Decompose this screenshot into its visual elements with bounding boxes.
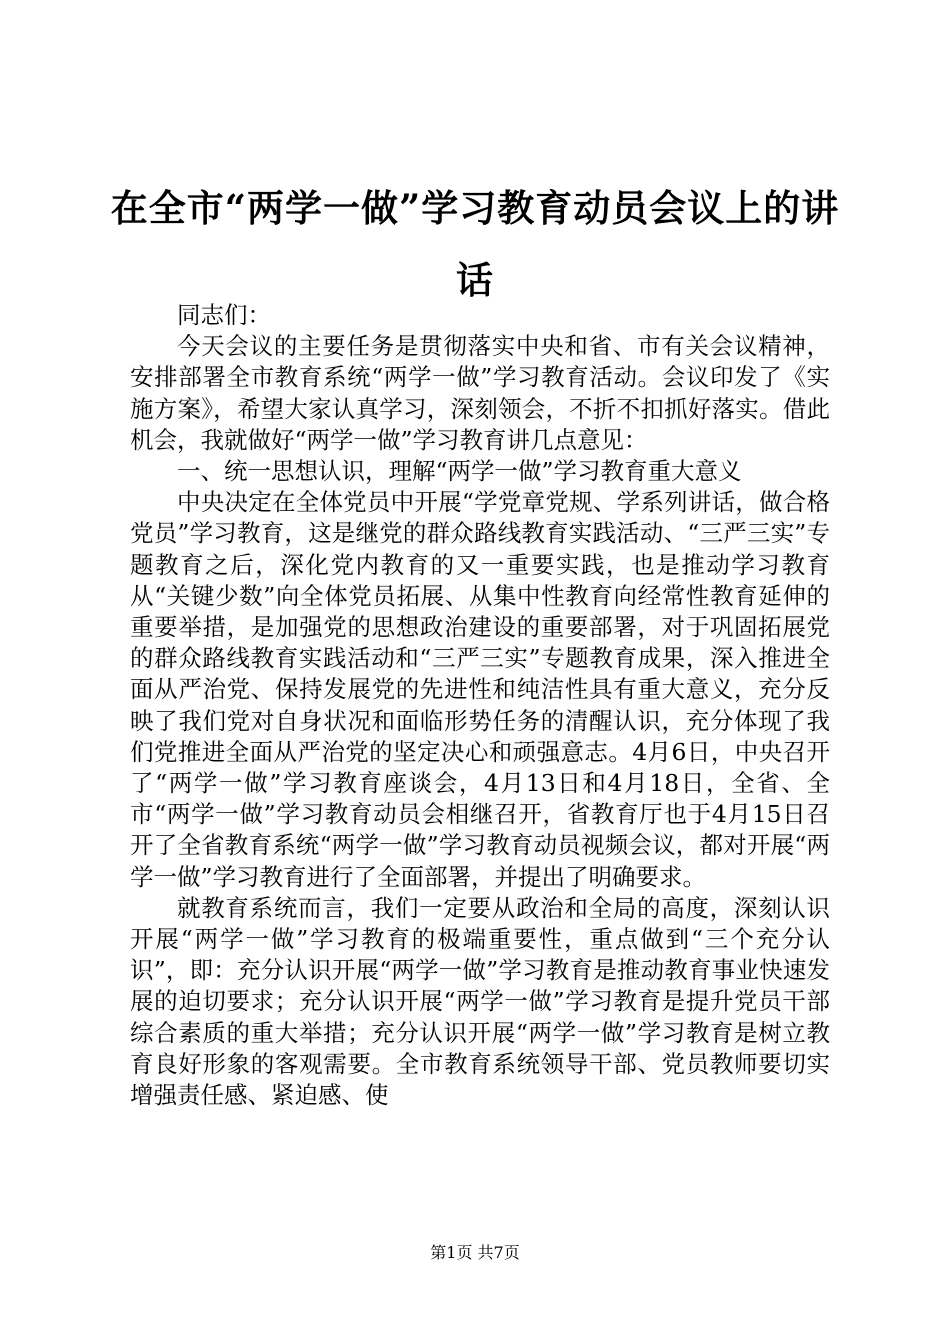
salutation-paragraph: 同志们： <box>177 301 271 329</box>
document-title: 在全市“两学一做”学习教育动员会议上的讲话 <box>110 186 840 302</box>
intro-paragraph: 今天会议的主要任务是贯彻落实中央和省、市有关会议精神，安排部署全市教育系统“两学一做”学习教育活动。会议印发了《实施方案》，希望大家认真学习，深刻领会，不折不扣抓好落实。借此机会，我就做好“两学一做”学习教育讲几点意见： <box>130 332 830 454</box>
body-paragraph: 中央决定在全体党员中开展“学党章党规、学系列讲话，做合格党员”学习教育，这是继党的群众路线教育实践活动、“三严三实”专题教育之后，深化党内教育的又一重要实践，也是推动学习教育从“关键少数”向全体党员拓展、从集中性教育向经常性教育延伸的重要举措，是加强党的思想政治建设的重要部署，对于巩固拓展党的群众路线教育实践活动和“三严三实”专题教育成果，深入推进全面从严治党、保持发展党的先进性和纯洁性具有重大意义，充分反映了我们党对自身状况和面临形势任务的清醒认识，充分体现了我们党推进全面从严治党的坚定决心和顽强意志。4月6日，中央召开了“两学一做”学习教育座谈会，4月13日和4月18日，全省、全市“两学一做”学习教育动员会相继召开，省教育厅也于4月15日召开了全省教育系统“两学一做”学习教育动员视频会议，都对开展“两学一做”学习教育进行了全面部署，并提出了明确要求。 <box>130 488 830 891</box>
page-number-footer: 第1页 共7页 <box>430 1243 520 1262</box>
section-heading: 一、统一思想认识，理解“两学一做”学习教育重大意义 <box>177 457 742 486</box>
document-body <box>130 300 830 1111</box>
body-paragraph: 就教育系统而言，我们一定要从政治和全局的高度，深刻认识开展“两学一做”学习教育的极端重要性，重点做到“三个充分认识”，即：充分认识开展“两学一做”学习教育是推动教育事业快速发展的迫切要求；充分认识开展“两学一做”学习教育是提升党员干部综合素质的重大举措；充分认识开展“两学一做”学习教育是树立教育良好形象的客观需要。全市教育系统领导干部、党员教师要切实增强责任感、紧迫感、使 <box>130 893 830 1110</box>
